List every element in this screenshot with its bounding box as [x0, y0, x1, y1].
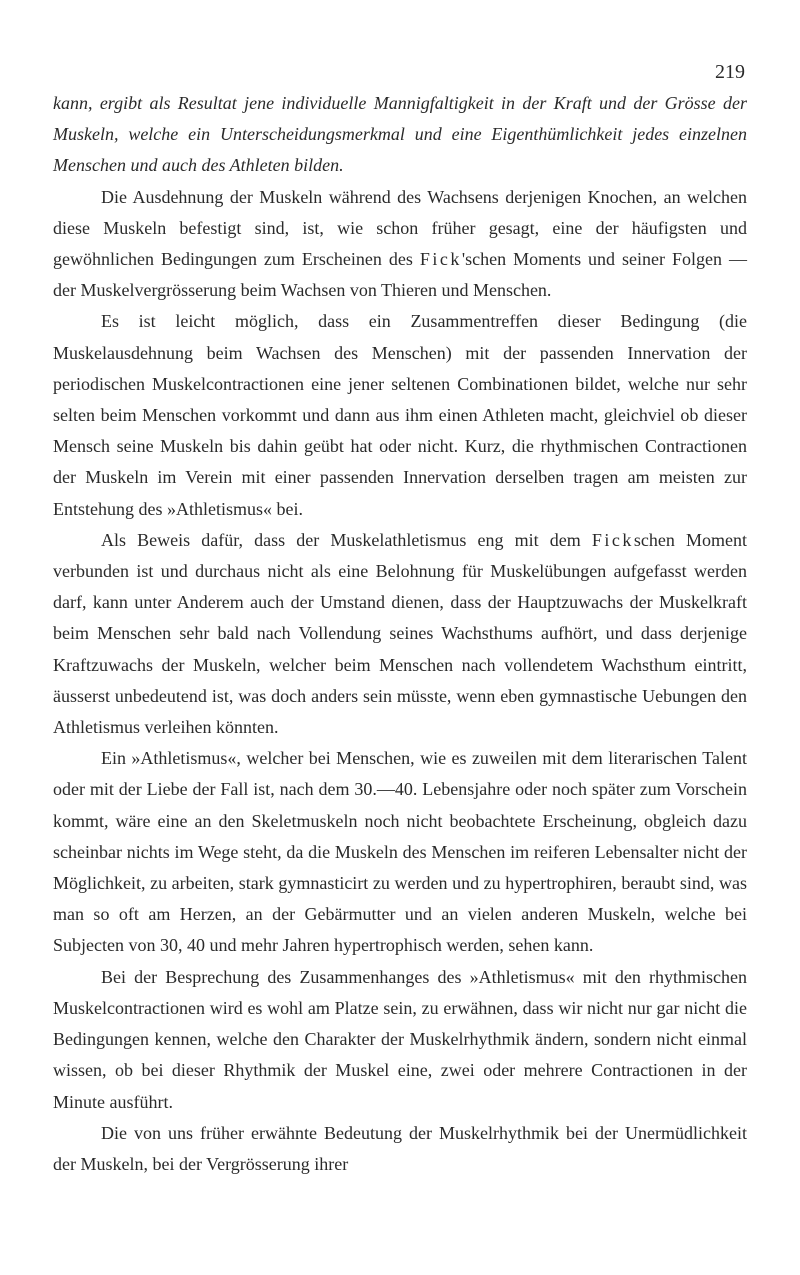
paragraph-4-text-a: Als Beweis dafür, dass der Muskelathletismus eng mit dem: [101, 529, 592, 550]
author-name-fick: Fick: [419, 249, 462, 270]
paragraph-6: Bei der Besprechung des Zusammenhanges des »Athletismus« mit den rhythmischen Muskelcontractionen wird es wohl am Platze sein, zu erwähnen, dass wir nicht nur gar nicht die Bedingungen kennen, welche den Charakter der Muskelrhythmik ändern, sondern nicht einmal wissen, ob bei dieser Rhythmik der Muskel eine, zwei oder mehrere Contractionen in der Minute ausführt.: [53, 966, 747, 1112]
paragraph-5: Ein »Athletismus«, welcher bei Menschen, wie es zuweilen mit dem literarischen Talent oder mit der Liebe der Fall ist, nach dem 30.—40. Lebensjahre oder noch später zum Vorschein kommt, wäre eine an den Skeletmuskeln noch nicht beobachtete Erscheinung, obgleich dazu scheinbar nichts im Wege steht, da die Muskeln des Menschen im reiferen Lebensalter nicht der Möglichkeit, zu arbeiten, stark gymnasticirt zu werden und zu hypertrophiren, beraubt sind, was man so oft am Herzen, an der Gebärmutter und an vielen anderen Muskeln, welche bei Subjecten von 30, 40 und mehr Jahren hypertrophisch werden, sehen kann.: [53, 748, 747, 956]
paragraph-7: Die von uns früher erwähnte Bedeutung der Muskelrhythmik bei der Unermüdlichkeit der Muskeln, bei der Vergrösserung ihrer: [53, 1122, 747, 1174]
paragraph-1: [53, 88, 747, 182]
paragraph-4: [53, 525, 747, 743]
author-name-fick: Fick: [591, 529, 634, 550]
paragraph-2-text-b: 'schen Moments und seiner Folgen — der Muskelvergrösserung beim Wachsen von Thieren und Menschen.: [53, 249, 747, 301]
body-text: [53, 88, 747, 1180]
paragraph-4-text-b: schen Moment verbunden ist und durchaus nicht als eine Belohnung für Muskelübungen aufgefasst werden darf, kann unter Anderem auch der Umstand dienen, dass der Hauptzuwachs der Muskelkraft beim Menschen sehr bald nach Vollendung seines Wachsthums aufhört, und dass derjenige Kraftzuwachs der Muskeln, welcher beim Menschen nach vollendetem Wachsthum eintritt, äusserst unbedeutend ist, was doch anders sein müsste, wenn eben gymnastische Uebungen den Athletismus verleihen könnten.: [53, 529, 747, 738]
paragraph-2-text-a: Die Ausdehnung der Muskeln während des Wachsens derjenigen Knochen, an welchen diese Muskeln befestigt sind, ist, wie schon früher gesagt, eine der häufigsten und gewöhnlichen Bedingungen zum Erscheinen des: [53, 186, 747, 270]
paragraph-3: Es ist leicht möglich, dass ein Zusammentreffen dieser Bedingung (die Muskelausdehnung beim Wachsen des Menschen) mit der passenden Innervation der periodischen Muskelcontractionen eine jener seltenen Combinationen bildet, welche nur sehr selten beim Menschen vorkommt und dann aus ihm einen Athleten macht, gleichviel ob dieser Mensch seine Muskeln bis dahin geübt hat oder nicht. Kurz, die rhythmischen Contractionen der Muskeln im Verein mit einer passenden Innervation derselben tragen am meisten zur Entstehung des »Athletismus« bei.: [53, 311, 747, 519]
italic-continuation: kann, ergibt als Resultat jene individuelle Mannigfaltigkeit in der Kraft und der Grösse der Muskeln, welche ein Unterscheidungsmerkmal und eine Eigenthümlichkeit jedes einzelnen Menschen und auch des Athleten bilden.: [53, 93, 747, 176]
paragraph-2: [53, 182, 747, 307]
page-number: 219: [715, 61, 745, 83]
